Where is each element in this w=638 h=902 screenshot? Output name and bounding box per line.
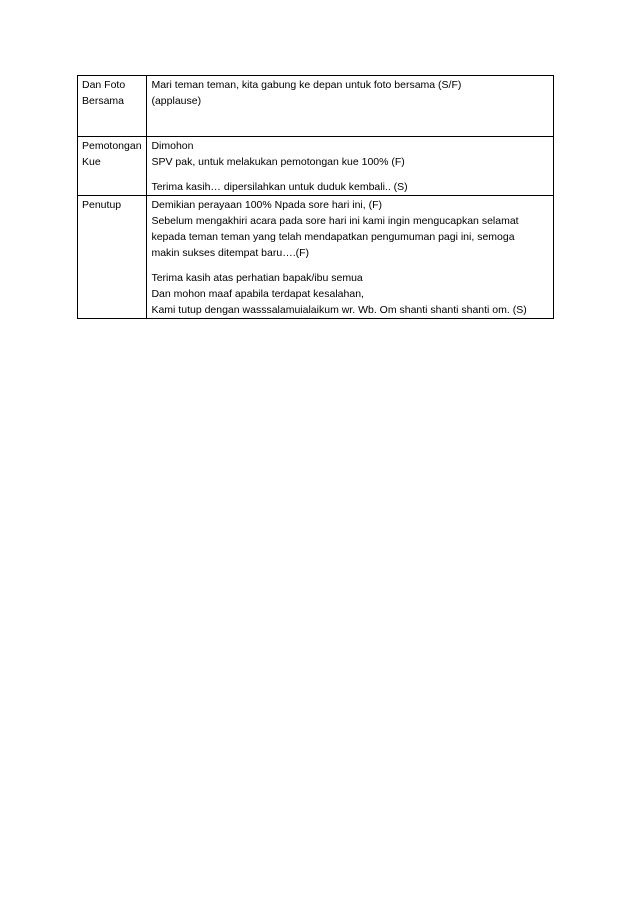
script-line: makin sukses ditempat baru….(F) <box>151 247 310 259</box>
script-line: Demikian perayaan 100% Npada sore hari ini, (F) <box>151 199 382 211</box>
script-line: Dimohon <box>151 140 194 152</box>
event-script-table <box>77 75 554 319</box>
section-cell <box>78 196 147 319</box>
section-cell <box>78 76 147 137</box>
table-row-pemotongan-kue <box>78 137 554 196</box>
script-line: Mari teman teman, kita gabung ke depan untuk foto bersama (S/F) <box>151 79 462 91</box>
content-cell <box>147 76 554 137</box>
paragraph-gap <box>151 261 549 270</box>
content-cell <box>147 196 554 319</box>
script-line: kepada teman teman yang telah mendapatkan pengumuman pagi ini, semoga <box>151 231 515 243</box>
script-line: SPV pak, untuk melakukan pemotongan kue 100% (F) <box>151 156 405 168</box>
section-label-line: Bersama <box>82 95 125 107</box>
paragraph-gap <box>151 170 549 179</box>
table-row-foto-bersama <box>78 76 554 137</box>
script-line: Sebelum mengakhiri acara pada sore hari ini kami ingin mengucapkan selamat <box>151 215 519 227</box>
script-line: Kami tutup dengan wasssalamuialaikum wr. Wb. Om shanti shanti shanti om. (S) <box>151 304 527 316</box>
script-line: Terima kasih atas perhatian bapak/ibu semua <box>151 272 363 284</box>
table-row-penutup <box>78 196 554 319</box>
content-cell <box>147 137 554 196</box>
section-label-line: Dan Foto <box>82 79 126 91</box>
script-line: Terima kasih… dipersilahkan untuk duduk kembali.. (S) <box>151 181 408 193</box>
script-line: Dan mohon maaf apabila terdapat kesalahan, <box>151 288 364 300</box>
section-label-line: Pemotongan <box>82 140 142 152</box>
section-cell <box>78 137 147 196</box>
script-line: (applause) <box>151 95 202 107</box>
section-label-line: Penutup <box>82 199 122 211</box>
section-label-line: Kue <box>82 156 101 168</box>
